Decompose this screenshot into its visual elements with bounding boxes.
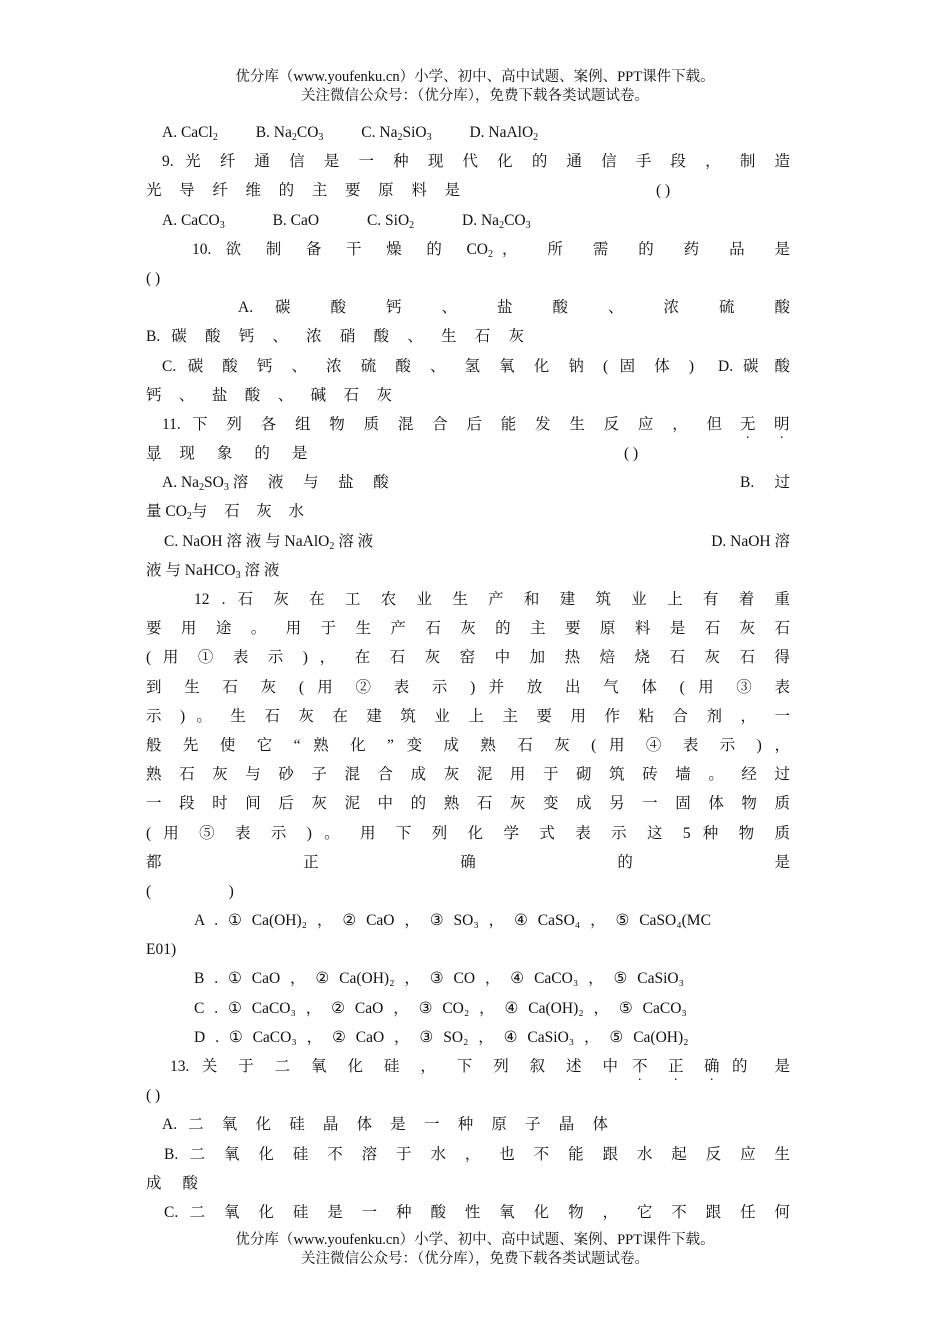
q10-option-d: D. 碳 酸 — [718, 357, 790, 375]
q12-option-d: D . ① CaCO₃ ， ② CaO ， ③ SO₂ ， ④ CaSiO₃ ， ⑤ Ca(OH)₂ — [194, 1028, 689, 1046]
q13-option-b-cont: 成 酸 — [146, 1174, 198, 1192]
q10-option-b: B. 碳 酸 钙 、 浓 硝 酸 、 生 石 灰 — [146, 328, 524, 346]
q11-options-ab — [146, 468, 790, 497]
q12-stem-line-6: 般 先 使 它 “ 熟 化 ” 变 成 熟 石 灰 ( 用 ④ 表 示 ) ， — [146, 736, 790, 754]
q12-stem-line-5: 示 ) 。 生 石 灰 在 建 筑 业 上 主 要 用 作 粘 合 剂 ， 一 — [146, 707, 790, 725]
q12-stem-line-8: 一 段 时 间 后 灰 泥 中 的 熟 石 灰 变 成 另 一 固 体 物 质 — [146, 795, 790, 813]
q11-option-d: D. NaOH 溶 — [711, 532, 790, 550]
q9-option-a: A. CaCO$_3$ — [162, 211, 225, 231]
q13-emphasis-2: 正 · — [668, 1052, 684, 1081]
q11-options-cd — [146, 527, 790, 556]
q13-stem-line-2: ( ) — [146, 1087, 161, 1105]
page-header — [0, 68, 950, 106]
q13-emphasis-3: 确 · — [704, 1052, 720, 1081]
q9-stem-line-2: 光 导 纤 维 的 主 要 原 料 是 ( ) — [146, 176, 790, 205]
q9-options — [146, 206, 790, 235]
q8-option-a: A. CaCl$_2$ — [162, 124, 218, 143]
q12-bracket: ( ) — [146, 882, 234, 900]
q10-option-c: C. 碳 酸 钙 、 浓 硫 酸 、 氢 氧 化 钠 ( 固 体 ) — [162, 357, 694, 375]
q12-stem-line-3: ( 用 ① 表 示 ) ， 在 石 灰 窑 中 加 热 焙 烧 石 灰 石 得 — [146, 649, 790, 667]
q11-emphasis-1: 无 · — [740, 410, 756, 439]
q11-option-b-cont: 量 $CO_2$与 石 灰 水 — [146, 503, 304, 523]
q13-option-b: B. 二 氧 化 硅 不 溶 于 水 ， 也 不 能 跟 水 起 反 应 生 — [164, 1145, 790, 1163]
q8-option-c: C. $Na_2SiO_3$ — [361, 124, 432, 143]
q9-option-c: C. SiO$_2$ — [366, 211, 415, 231]
q13-option-c: C. 二 氧 化 硅 是 一 种 酸 性 氧 化 物 ， 它 不 跟 任 何 — [164, 1203, 790, 1221]
q12-option-c: C . ① CaCO₃ ， ② CaO ， ③ CO₂ ， ④ Ca(OH)₂ ， ⑤ CaCO₃ — [194, 999, 687, 1017]
q10-stem-line-1: 10. 欲 制 备 干 燥 的 $CO_2$ ， 所 需 的 药 品 是 — [192, 240, 790, 260]
q10-option-d-cont: 钙 、 盐 酸 、 碱 石 灰 — [146, 386, 392, 404]
q13-option-a: A. 二 氧 化 硅 晶 体 是 一 种 原 子 晶 体 — [162, 1116, 608, 1134]
q9-option-b: B. CaO — [272, 211, 320, 229]
page-footer — [0, 1231, 950, 1269]
q11-emphasis-2: 明 · — [774, 410, 790, 439]
q9-bracket: ( ) — [656, 182, 671, 200]
footer-line-1: 优分库（www.youfenku.cn）小学、初中、高中试题、案例、PPT课件下载。 — [235, 1232, 715, 1248]
q11-option-d-cont: 液 与 NaHCO$_3$ 溶 液 — [146, 561, 280, 581]
q13-stem-line-1: 13. 关 于 二 氧 化 硅 ， 下 列 叙 述 中 不 · 正 · 确 · 的 是 — [146, 1052, 790, 1081]
q11-option-b: B. 过 — [740, 474, 790, 492]
q12-stem-line-1: 12 . 石 灰 在 工 农 业 生 产 和 建 筑 业 上 有 着 重 — [194, 591, 790, 608]
q10-option-cd — [146, 352, 790, 381]
q11-option-a: A. $Na_2SO_3$ 溶 液 与 盐 酸 — [162, 474, 389, 494]
q12-option-a: A . ① Ca(OH)₂ ， ② CaO ， ③ SO₃ ， ④ CaSO₄ ， ⑤ CaSO₄(MC — [194, 912, 711, 930]
q11-option-c: C. NaOH 溶 液 与 NaAlO$_2$ 溶 液 — [164, 532, 374, 552]
q8-option-d: D. NaAlO$_2$ — [469, 124, 539, 143]
q12-stem-line-9: ( 用 ⑤ 表 示 ) 。 用 下 列 化 学 式 表 示 这 5 种 物 质 — [146, 824, 790, 842]
footer-line-2: 关注微信公众号：（优分库），免费下载各类试题试卷。 — [301, 1251, 649, 1267]
q10-stem-line-2: ( ) — [146, 269, 161, 287]
q9-option-d: D. $Na_2CO_3$ — [462, 211, 531, 231]
q12-stem-line-10: 都 正 确 的 是 — [146, 853, 790, 871]
q11-bracket: ( ) — [624, 445, 639, 463]
q11-emphasis-3: 显 — [146, 445, 162, 463]
q11-stem-line-2: 显 现 象 的 是 ( ) — [146, 439, 790, 468]
q12-stem-line-7: 熟 石 灰 与 砂 子 混 合 成 灰 泥 用 于 砌 筑 砖 墙 。 经 过 — [146, 766, 790, 784]
q11-stem-line-1: 11. 下 列 各 组 物 质 混 合 后 能 发 生 反 应 ， 但 无 · 明 · — [146, 410, 790, 439]
header-line-1: 优分库（www.youfenku.cn）小学、初中、高中试题、案例、PPT课件下载。 — [235, 69, 715, 85]
exam-content — [146, 118, 790, 1227]
q13-emphasis-1: 不 · — [632, 1052, 648, 1081]
q9-stem-line-1: 9. 光 纤 通 信 是 一 种 现 代 化 的 通 信 手 段 ， 制 造 — [162, 153, 790, 171]
q10-option-a: A. 碳 酸 钙 、 盐 酸 、 浓 硫 酸 — [238, 299, 790, 317]
q12-stem-line-4: 到 生 石 灰 ( 用 ② 表 示 ) 并 放 出 气 体 ( 用 ③ 表 — [146, 678, 790, 696]
header-line-2: 关注微信公众号：（优分库），免费下载各类试题试卷。 — [301, 88, 649, 104]
q12-stem-line-2: 要 用 途 。 用 于 生 产 石 灰 的 主 要 原 料 是 石 灰 石 — [146, 620, 790, 638]
q12-option-a-cont: E01) — [146, 941, 177, 959]
q8-option-b: B. $Na_2CO_3$ — [255, 124, 324, 143]
q12-option-b: B . ① CaO ， ② Ca(OH)₂ ， ③ CO ， ④ CaCO₃ ， ⑤ CaSiO₃ — [194, 970, 684, 988]
q8-options — [146, 118, 790, 147]
